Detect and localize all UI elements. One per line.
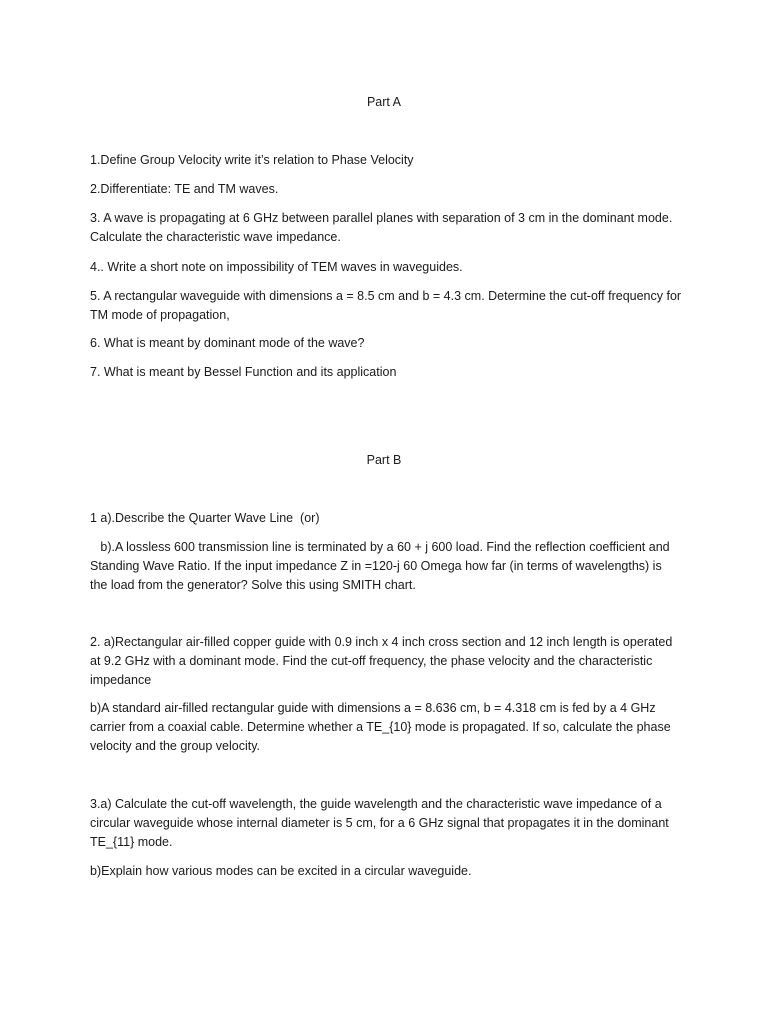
part-a-question-5: 5. A rectangular waveguide with dimensions a = 8.5 cm and b = 4.3 cm. Determine the cut-off frequency for TM mode of propagation,	[90, 289, 685, 323]
part-b-question-3b: b)Explain how various modes can be excited in a circular waveguide.	[90, 864, 472, 878]
part-b-heading: Part B	[366, 453, 402, 467]
part-b-question-2b: b)A standard air-filled rectangular guide with dimensions a = 8.636 cm, b = 4.318 cm is fed by a 4 GHz carrier from a coaxial cable. Determine whether a TE_{10} mode is propagated. If so, calculate the phase velocity and the group velocity.	[90, 701, 675, 754]
part-b-question-1b: b).A lossless 600 transmission line is terminated by a 60 + j 600 load. Find the reflection coefficient and Standing Wave Ratio. If the input impedance Z in =120-j 60 Omega how far (in terms of wavelengths) is the load from the generator? Solve this using SMITH chart.	[90, 540, 674, 593]
part-b-question-3a: 3.a) Calculate the cut-off wavelength, the guide wavelength and the characteristic wave impedance of a circular waveguide whose internal diameter is 5 cm, for a 6 GHz signal that propagates it in the dominant TE_{11} mode.	[90, 797, 673, 850]
part-a-question-6: 6. What is meant by dominant mode of the wave?	[90, 336, 365, 350]
part-a-question-3: 3. A wave is propagating at 6 GHz between parallel planes with separation of 3 cm in the dominant mode. Calculate the characteristic wave impedance.	[90, 211, 676, 245]
part-a-question-7: 7. What is meant by Bessel Function and its application	[90, 365, 397, 379]
part-b-question-2a: 2. a)Rectangular air-filled copper guide with 0.9 inch x 4 inch cross section and 12 inch length is operated at 9.2 GHz with a dominant mode. Find the cut-off frequency, the phase velocity and the characteristic impedance	[90, 635, 676, 688]
part-b-question-1a: 1 a).Describe the Quarter Wave Line (or)	[90, 511, 320, 525]
part-a-question-2: 2.Differentiate: TE and TM waves.	[90, 182, 279, 196]
part-a-question-1: 1.Define Group Velocity write it’s relation to Phase Velocity	[90, 153, 414, 167]
part-a-question-4: 4.. Write a short note on impossibility of TEM waves in waveguides.	[90, 260, 463, 274]
part-a-heading: Part A	[366, 95, 402, 109]
